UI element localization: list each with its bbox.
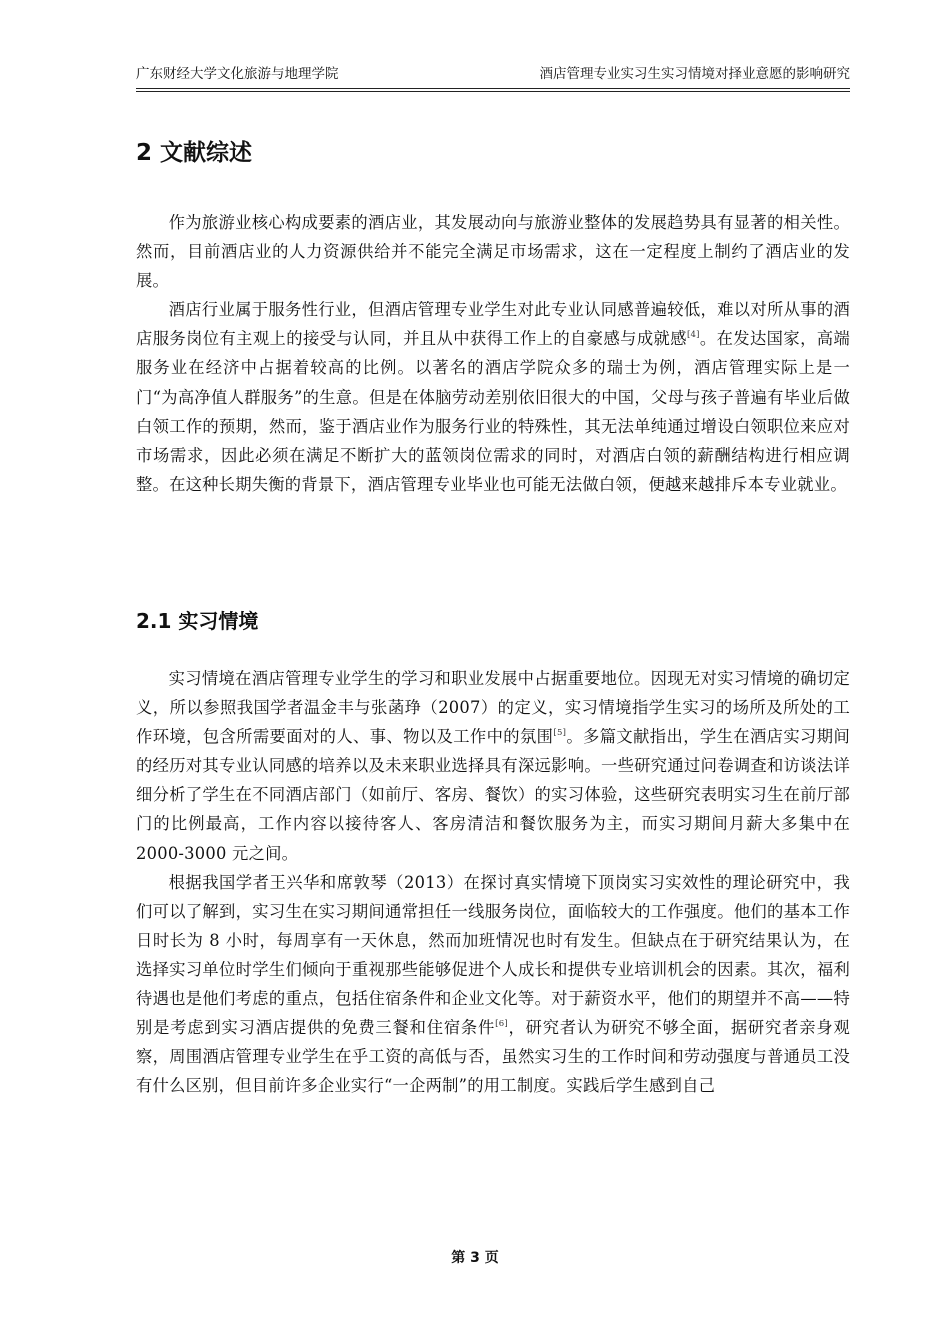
subsection-title: 2.1 实习情境 xyxy=(136,609,259,633)
paragraph-text: 。多篇文献指出，学生在酒店实习期间的经历对其专业认同感的培养以及未来职业选择具有深远影响。一些研究通过问卷调查和访谈法详细分析了学生在不同酒店部门（如前厅、客房、餐饮）的实习体验，这些研究表明实习生在前厅部门的比例最高，工作内容以接待客人、客房清洁和餐饮服务为主，而实习期间月薪大多集中在 2000-3000 元之间。 xyxy=(136,727,850,863)
header-rule xyxy=(136,88,850,89)
paragraph-text: ，研究者认为研究不够全面，据研究者亲身观察，周围酒店管理专业学生在乎工资的高低与否，虽然实习生的工作时间和劳动强度与普通员工没有什么区别，但目前许多企业实行“一企两制”的用工制度。实践后学生感到自己 xyxy=(136,1018,850,1096)
page-number: 第 3 页 xyxy=(451,1250,499,1266)
citation-ref[interactable]: [5] xyxy=(553,728,567,739)
paragraph xyxy=(136,868,850,1101)
paragraph-text: 酒店行业属于服务性行业，但酒店管理专业学生对此专业认同感普遍较低，难以对所从事的酒店服务岗位有主观上的接受与认同，并且从中获得工作上的自豪感与成就感 xyxy=(136,300,850,349)
header-rule-thin xyxy=(136,91,850,92)
header-paper-title: 酒店管理专业实习生实习情境对择业意愿的影响研究 xyxy=(539,66,850,82)
paragraph xyxy=(136,295,850,499)
paragraph-text: 根据我国学者王兴华和席敦琴（2013）在探讨真实情境下顶岗实习实效性的理论研究中，我们可以了解到，实习生在实习期间通常担任一线服务岗位，面临较大的工作强度。他们的基本工作日时长为 8 小时，每周享有一天休息，然而加班情况也时有发生。但缺点在于研究结果认为，在选择实习单位时学生们倾向于重视那些能够促进个人成长和提供专业培训机会的因素。其次，福利待遇也是他们考虑的重点，包括住宿条件和企业文化等。对于薪资水平，他们的期望并不高——特别是考虑到实习酒店提供的免费三餐和住宿条件 xyxy=(136,872,850,1038)
subsection-body xyxy=(136,664,850,1100)
paragraph xyxy=(136,208,850,295)
paragraph-text: 作为旅游业核心构成要素的酒店业，其发展动向与旅游业整体的发展趋势具有显著的相关性。然而，目前酒店业的人力资源供给并不能完全满足市场需求，这在一定程度上制约了酒店业的发展。 xyxy=(136,213,850,291)
paragraph-text: 。在发达国家，高端服务业在经济中占据着较高的比例。以著名的酒店学院众多的瑞士为例，酒店管理实际上是一门“为高净值人群服务”的生意。但是在体脑劳动差别依旧很大的中国，父母与孩子普遍有毕业后做白领工作的预期，然而，鉴于酒店业作为服务行业的特殊性，其无法单纯通过增设白领职位来应对市场需求，因此必须在满足不断扩大的蓝领岗位需求的同时，对酒店白领的薪酬结构进行相应调整。在这种长期失衡的背景下，酒店管理专业毕业也可能无法做白领，便越来越排斥本专业就业。 xyxy=(136,329,850,494)
page-header xyxy=(136,64,850,84)
citation-ref[interactable]: [6] xyxy=(495,1019,508,1030)
section-title: 2 文献综述 xyxy=(136,140,253,166)
citation-ref[interactable]: [4] xyxy=(686,330,700,341)
section-body xyxy=(136,208,850,499)
paragraph-text: 实习情境在酒店管理专业学生的学习和职业发展中占据重要地位。因现无对实习情境的确切定义，所以参照我国学者温金丰与张菡琤（2007）的定义，实习情境指学生实习的场所及所处的工作环境，包含所需要面对的人、事、物以及工作中的氛围 xyxy=(136,669,850,747)
paragraph xyxy=(136,664,850,868)
header-institution: 广东财经大学文化旅游与地理学院 xyxy=(136,66,339,82)
